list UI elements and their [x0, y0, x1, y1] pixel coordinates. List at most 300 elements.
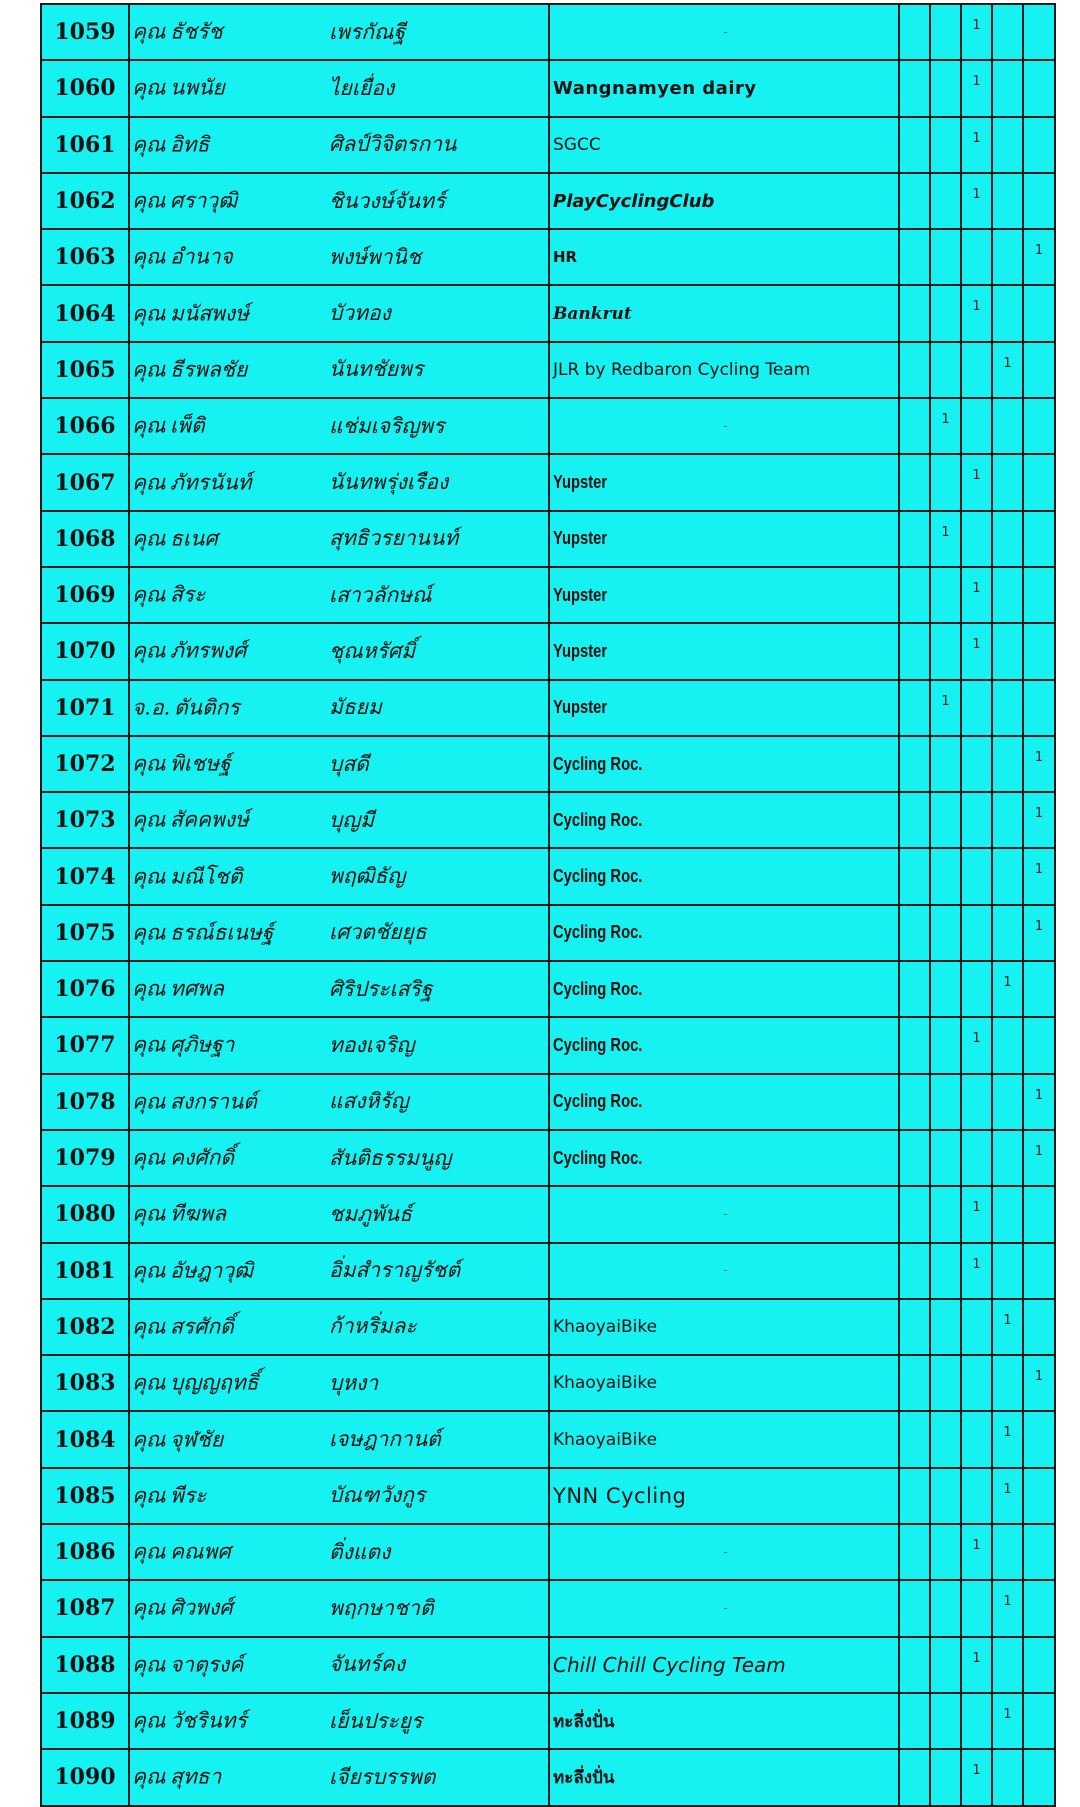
last-name: เจษฎากานต์	[329, 1411, 549, 1467]
last-name: แช่มเจริญพร	[329, 398, 549, 454]
category-mark-5: 1	[1023, 848, 1055, 904]
category-mark-2	[930, 173, 961, 229]
category-mark-3	[961, 229, 992, 285]
team-name: Chill Chill Cycling Team	[549, 1637, 899, 1693]
category-mark-2	[930, 1074, 961, 1130]
first-name-cell	[129, 1524, 329, 1580]
table-row	[41, 1186, 1055, 1242]
category-mark-1	[899, 454, 930, 510]
category-mark-2	[930, 567, 961, 623]
last-name: ทองเจริญ	[329, 1017, 549, 1073]
team-name-text: Yupster	[553, 697, 608, 718]
category-mark-1	[899, 117, 930, 173]
last-name: นันทชัยพร	[329, 342, 549, 398]
category-mark-4: 1	[992, 1411, 1023, 1467]
bib-number: 1062	[41, 173, 129, 229]
first-name-cell	[129, 1299, 329, 1355]
first-name-cell	[129, 1355, 329, 1411]
first-name-cell	[129, 1580, 329, 1636]
first-name-cell	[129, 1411, 329, 1467]
bib-number: 1070	[41, 623, 129, 679]
bib-number: 1081	[41, 1243, 129, 1299]
first-name-cell	[129, 1186, 329, 1242]
first-name: อิทธิ	[170, 132, 210, 157]
team-name: -	[549, 4, 899, 60]
first-name-cell	[129, 1130, 329, 1186]
name-prefix: คุณ	[132, 1201, 166, 1226]
team-name: KhaoyaiBike	[549, 1411, 899, 1467]
first-name: สงกรานต์	[170, 1089, 257, 1114]
category-mark-4	[992, 229, 1023, 285]
category-mark-3	[961, 1580, 992, 1636]
name-prefix: คุณ	[132, 1370, 166, 1395]
team-name	[549, 792, 899, 848]
category-mark-2	[930, 848, 961, 904]
first-name: ธัชรัช	[170, 19, 223, 44]
category-mark-2	[930, 905, 961, 961]
first-name: มณีโชติ	[170, 864, 243, 889]
category-mark-2	[930, 792, 961, 848]
category-mark-1	[899, 285, 930, 341]
category-mark-3: 1	[961, 1749, 992, 1805]
first-name-cell	[129, 285, 329, 341]
name-prefix: คุณ	[132, 75, 166, 100]
bib-number: 1073	[41, 792, 129, 848]
category-mark-1	[899, 229, 930, 285]
category-mark-5: 1	[1023, 229, 1055, 285]
first-name: ทศพล	[170, 976, 224, 1001]
name-prefix: คุณ	[132, 244, 166, 269]
first-name: คงศักดิ์	[170, 1145, 234, 1170]
category-mark-2	[930, 961, 961, 1017]
category-mark-2	[930, 1411, 961, 1467]
team-name-text: Cycling Roc.	[553, 809, 643, 830]
category-mark-5	[1023, 342, 1055, 398]
team-name: -	[549, 1186, 899, 1242]
first-name-cell	[129, 792, 329, 848]
name-prefix: จ.อ.	[132, 695, 171, 720]
last-name: นันทพรุ่งเรือง	[329, 454, 549, 510]
category-mark-2	[930, 1524, 961, 1580]
table-row	[41, 1524, 1055, 1580]
last-name: บัณฑวังกูร	[329, 1468, 549, 1524]
team-name: SGCC	[549, 117, 899, 173]
category-mark-4	[992, 1017, 1023, 1073]
category-mark-4	[992, 623, 1023, 679]
category-mark-1	[899, 1130, 930, 1186]
category-mark-3: 1	[961, 1186, 992, 1242]
category-mark-3	[961, 342, 992, 398]
category-mark-5: 1	[1023, 1074, 1055, 1130]
category-mark-1	[899, 736, 930, 792]
first-name-cell	[129, 1017, 329, 1073]
category-mark-3: 1	[961, 285, 992, 341]
category-mark-1	[899, 398, 930, 454]
first-name-cell	[129, 680, 329, 736]
name-prefix: คุณ	[132, 1089, 166, 1114]
category-mark-4: 1	[992, 342, 1023, 398]
team-name	[549, 567, 899, 623]
bib-number: 1076	[41, 961, 129, 1017]
team-name-text: Cycling Roc.	[553, 978, 643, 999]
category-mark-4	[992, 511, 1023, 567]
first-name-cell	[129, 117, 329, 173]
team-name: -	[549, 1580, 899, 1636]
name-prefix: คุณ	[132, 1314, 166, 1339]
table-row	[41, 229, 1055, 285]
first-name: ธรณ์ธเนษฐ์	[170, 920, 274, 945]
bib-number: 1063	[41, 229, 129, 285]
first-name: บุญญฤทธิ์	[170, 1370, 259, 1395]
name-prefix: คุณ	[132, 807, 166, 832]
category-mark-4	[992, 4, 1023, 60]
category-mark-3	[961, 961, 992, 1017]
bib-number: 1079	[41, 1130, 129, 1186]
category-mark-4: 1	[992, 1580, 1023, 1636]
last-name: ก้าหริ่มละ	[329, 1299, 549, 1355]
bib-number: 1074	[41, 848, 129, 904]
category-mark-1	[899, 1355, 930, 1411]
last-name: แสงหิรัญ	[329, 1074, 549, 1130]
first-name-cell	[129, 567, 329, 623]
name-prefix: คุณ	[132, 357, 166, 382]
category-mark-3	[961, 680, 992, 736]
name-prefix: คุณ	[132, 1764, 166, 1789]
registration-table	[40, 3, 1056, 1807]
first-name: ธเนศ	[170, 526, 218, 551]
last-name: อิ่มสำราญรัชต์	[329, 1243, 549, 1299]
table-row	[41, 60, 1055, 116]
bib-number: 1087	[41, 1580, 129, 1636]
category-mark-2	[930, 1130, 961, 1186]
category-mark-2	[930, 1186, 961, 1242]
table-row	[41, 1017, 1055, 1073]
last-name: เย็นประยูร	[329, 1693, 549, 1749]
category-mark-1	[899, 511, 930, 567]
category-mark-1	[899, 905, 930, 961]
last-name: บุสดี	[329, 736, 549, 792]
team-name	[549, 623, 899, 679]
first-name-cell	[129, 1749, 329, 1805]
category-mark-4	[992, 905, 1023, 961]
team-name-text: Cycling Roc.	[553, 1034, 643, 1055]
name-prefix: คุณ	[132, 1427, 166, 1452]
last-name: สุทธิวรยานนท์	[329, 511, 549, 567]
first-name-cell	[129, 961, 329, 1017]
category-mark-1	[899, 1468, 930, 1524]
name-prefix: คุณ	[132, 1483, 166, 1508]
first-name: อัษฎาวุฒิ	[170, 1258, 254, 1283]
category-mark-2	[930, 1637, 961, 1693]
table-row	[41, 567, 1055, 623]
category-mark-5	[1023, 961, 1055, 1017]
name-prefix: คุณ	[132, 301, 166, 326]
bib-number: 1086	[41, 1524, 129, 1580]
first-name-cell	[129, 1468, 329, 1524]
category-mark-1	[899, 961, 930, 1017]
team-name: KhaoyaiBike	[549, 1355, 899, 1411]
table-row	[41, 1468, 1055, 1524]
table-row	[41, 1243, 1055, 1299]
category-mark-4	[992, 1130, 1023, 1186]
category-mark-2	[930, 623, 961, 679]
team-name: HR	[549, 229, 899, 285]
first-name: วัชรินทร์	[170, 1708, 247, 1733]
first-name: ตันติกร	[174, 695, 240, 720]
bib-number: 1061	[41, 117, 129, 173]
category-mark-3: 1	[961, 4, 992, 60]
first-name: ธีรพลชัย	[170, 357, 248, 382]
category-mark-1	[899, 173, 930, 229]
category-mark-2	[930, 1355, 961, 1411]
last-name: พงษ์พานิช	[329, 229, 549, 285]
category-mark-5	[1023, 398, 1055, 454]
first-name-cell	[129, 1637, 329, 1693]
first-name-cell	[129, 1074, 329, 1130]
category-mark-1	[899, 1243, 930, 1299]
name-prefix: คุณ	[132, 582, 166, 607]
bib-number: 1075	[41, 905, 129, 961]
last-name: เพรกัณฐี	[329, 4, 549, 60]
table-row	[41, 398, 1055, 454]
category-mark-4	[992, 1186, 1023, 1242]
bib-number: 1080	[41, 1186, 129, 1242]
last-name: ติ่งแตง	[329, 1524, 549, 1580]
last-name: เจียรบรรพต	[329, 1749, 549, 1805]
category-mark-2	[930, 4, 961, 60]
first-name: ศราวุฒิ	[170, 188, 238, 213]
category-mark-5	[1023, 173, 1055, 229]
table-row	[41, 511, 1055, 567]
table-row	[41, 1693, 1055, 1749]
category-mark-1	[899, 1749, 930, 1805]
name-prefix: คุณ	[132, 920, 166, 945]
name-prefix: คุณ	[132, 1539, 166, 1564]
category-mark-1	[899, 1524, 930, 1580]
table-row	[41, 1580, 1055, 1636]
category-mark-1	[899, 623, 930, 679]
first-name: นพนัย	[170, 75, 225, 100]
team-name-text: Yupster	[553, 528, 608, 549]
name-prefix: คุณ	[132, 132, 166, 157]
bib-number: 1064	[41, 285, 129, 341]
first-name-cell	[129, 4, 329, 60]
team-name-text: Yupster	[553, 640, 608, 661]
category-mark-5: 1	[1023, 905, 1055, 961]
first-name: ศิวพงศ์	[170, 1595, 233, 1620]
category-mark-2: 1	[930, 680, 961, 736]
category-mark-1	[899, 792, 930, 848]
category-mark-1	[899, 1186, 930, 1242]
team-name	[549, 961, 899, 1017]
name-prefix: คุณ	[132, 470, 166, 495]
table-row	[41, 1130, 1055, 1186]
first-name-cell	[129, 1243, 329, 1299]
category-mark-3: 1	[961, 60, 992, 116]
bib-number: 1090	[41, 1749, 129, 1805]
category-mark-3: 1	[961, 117, 992, 173]
last-name: ศิริประเสริฐ	[329, 961, 549, 1017]
category-mark-5	[1023, 1468, 1055, 1524]
category-mark-4	[992, 567, 1023, 623]
last-name: เศวตชัยยุธ	[329, 905, 549, 961]
category-mark-5: 1	[1023, 736, 1055, 792]
team-name: -	[549, 398, 899, 454]
category-mark-2	[930, 1017, 961, 1073]
category-mark-5	[1023, 511, 1055, 567]
first-name-cell	[129, 173, 329, 229]
category-mark-3	[961, 1411, 992, 1467]
category-mark-1	[899, 848, 930, 904]
table-row	[41, 1411, 1055, 1467]
table-row	[41, 1299, 1055, 1355]
table-row	[41, 117, 1055, 173]
bib-number: 1078	[41, 1074, 129, 1130]
category-mark-4	[992, 454, 1023, 510]
team-name	[549, 511, 899, 567]
category-mark-3	[961, 792, 992, 848]
bib-number: 1085	[41, 1468, 129, 1524]
table-row	[41, 285, 1055, 341]
name-prefix: คุณ	[132, 864, 166, 889]
category-mark-3	[961, 1130, 992, 1186]
team-name	[549, 736, 899, 792]
category-mark-3: 1	[961, 1243, 992, 1299]
category-mark-2: 1	[930, 398, 961, 454]
category-mark-1	[899, 567, 930, 623]
category-mark-4	[992, 736, 1023, 792]
first-name: ภัทรพงศ์	[170, 638, 247, 663]
category-mark-4	[992, 398, 1023, 454]
category-mark-3: 1	[961, 567, 992, 623]
category-mark-4: 1	[992, 1468, 1023, 1524]
category-mark-2	[930, 285, 961, 341]
bib-number: 1066	[41, 398, 129, 454]
first-name-cell	[129, 736, 329, 792]
team-name: Bankrut	[549, 285, 899, 341]
category-mark-2	[930, 1749, 961, 1805]
team-name-text: Cycling Roc.	[553, 1091, 643, 1112]
first-name-cell	[129, 454, 329, 510]
category-mark-3	[961, 848, 992, 904]
category-mark-5	[1023, 1243, 1055, 1299]
name-prefix: คุณ	[132, 413, 166, 438]
bib-number: 1077	[41, 1017, 129, 1073]
category-mark-3: 1	[961, 623, 992, 679]
bib-number: 1059	[41, 4, 129, 60]
first-name-cell	[129, 229, 329, 285]
bib-number: 1060	[41, 60, 129, 116]
category-mark-3: 1	[961, 1524, 992, 1580]
name-prefix: คุณ	[132, 526, 166, 551]
category-mark-4	[992, 1355, 1023, 1411]
category-mark-2	[930, 1243, 961, 1299]
first-name: สรศักดิ์	[170, 1314, 234, 1339]
last-name: ไยเยื่อง	[329, 60, 549, 116]
last-name: ชมภูพันธ์	[329, 1186, 549, 1242]
category-mark-5	[1023, 117, 1055, 173]
first-name-cell	[129, 398, 329, 454]
team-name	[549, 848, 899, 904]
team-name-text: Yupster	[553, 472, 608, 493]
category-mark-2	[930, 1468, 961, 1524]
category-mark-2	[930, 1299, 961, 1355]
last-name: ชินวงษ์จันทร์	[329, 173, 549, 229]
category-mark-4	[992, 1637, 1023, 1693]
category-mark-4	[992, 1749, 1023, 1805]
last-name: พฤฒิธัญ	[329, 848, 549, 904]
name-prefix: คุณ	[132, 1708, 166, 1733]
category-mark-4	[992, 1074, 1023, 1130]
team-name	[549, 1074, 899, 1130]
category-mark-5	[1023, 623, 1055, 679]
category-mark-2	[930, 117, 961, 173]
category-mark-4: 1	[992, 1299, 1023, 1355]
table-row	[41, 1355, 1055, 1411]
table-row	[41, 173, 1055, 229]
last-name: บุญมี	[329, 792, 549, 848]
name-prefix: คุณ	[132, 1258, 166, 1283]
category-mark-3	[961, 511, 992, 567]
category-mark-3: 1	[961, 1637, 992, 1693]
category-mark-4	[992, 285, 1023, 341]
name-prefix: คุณ	[132, 1145, 166, 1170]
last-name: จันทร์คง	[329, 1637, 549, 1693]
category-mark-2	[930, 1693, 961, 1749]
category-mark-2	[930, 229, 961, 285]
category-mark-3	[961, 1299, 992, 1355]
bib-number: 1089	[41, 1693, 129, 1749]
team-name: -	[549, 1243, 899, 1299]
team-name	[549, 905, 899, 961]
category-mark-5	[1023, 1637, 1055, 1693]
first-name-cell	[129, 905, 329, 961]
last-name: สันติธรรมนูญ	[329, 1130, 549, 1186]
category-mark-1	[899, 1411, 930, 1467]
team-name: Wangnamyen dairy	[549, 60, 899, 116]
category-mark-1	[899, 1580, 930, 1636]
first-name: อำนาจ	[170, 244, 233, 269]
category-mark-5: 1	[1023, 1130, 1055, 1186]
category-mark-2: 1	[930, 511, 961, 567]
category-mark-5	[1023, 567, 1055, 623]
first-name: สุทธา	[170, 1764, 222, 1789]
team-name-text: Cycling Roc.	[553, 922, 643, 943]
category-mark-4	[992, 173, 1023, 229]
bib-number: 1082	[41, 1299, 129, 1355]
category-mark-4	[992, 117, 1023, 173]
category-mark-3: 1	[961, 1017, 992, 1073]
first-name: เพ็ติ	[170, 413, 205, 438]
team-name: ทะลึ่งปั่น	[549, 1693, 899, 1749]
category-mark-1	[899, 680, 930, 736]
first-name: พีระ	[170, 1483, 207, 1508]
category-mark-1	[899, 342, 930, 398]
category-mark-4: 1	[992, 1693, 1023, 1749]
table-row	[41, 1074, 1055, 1130]
team-name	[549, 1017, 899, 1073]
bib-number: 1088	[41, 1637, 129, 1693]
team-name: ทะลึ่งปั่น	[549, 1749, 899, 1805]
name-prefix: คุณ	[132, 1032, 166, 1057]
name-prefix: คุณ	[132, 976, 166, 1001]
team-name: PlayCyclingClub	[549, 173, 899, 229]
category-mark-3	[961, 736, 992, 792]
category-mark-4	[992, 1524, 1023, 1580]
category-mark-1	[899, 4, 930, 60]
category-mark-3	[961, 1468, 992, 1524]
table-row	[41, 961, 1055, 1017]
